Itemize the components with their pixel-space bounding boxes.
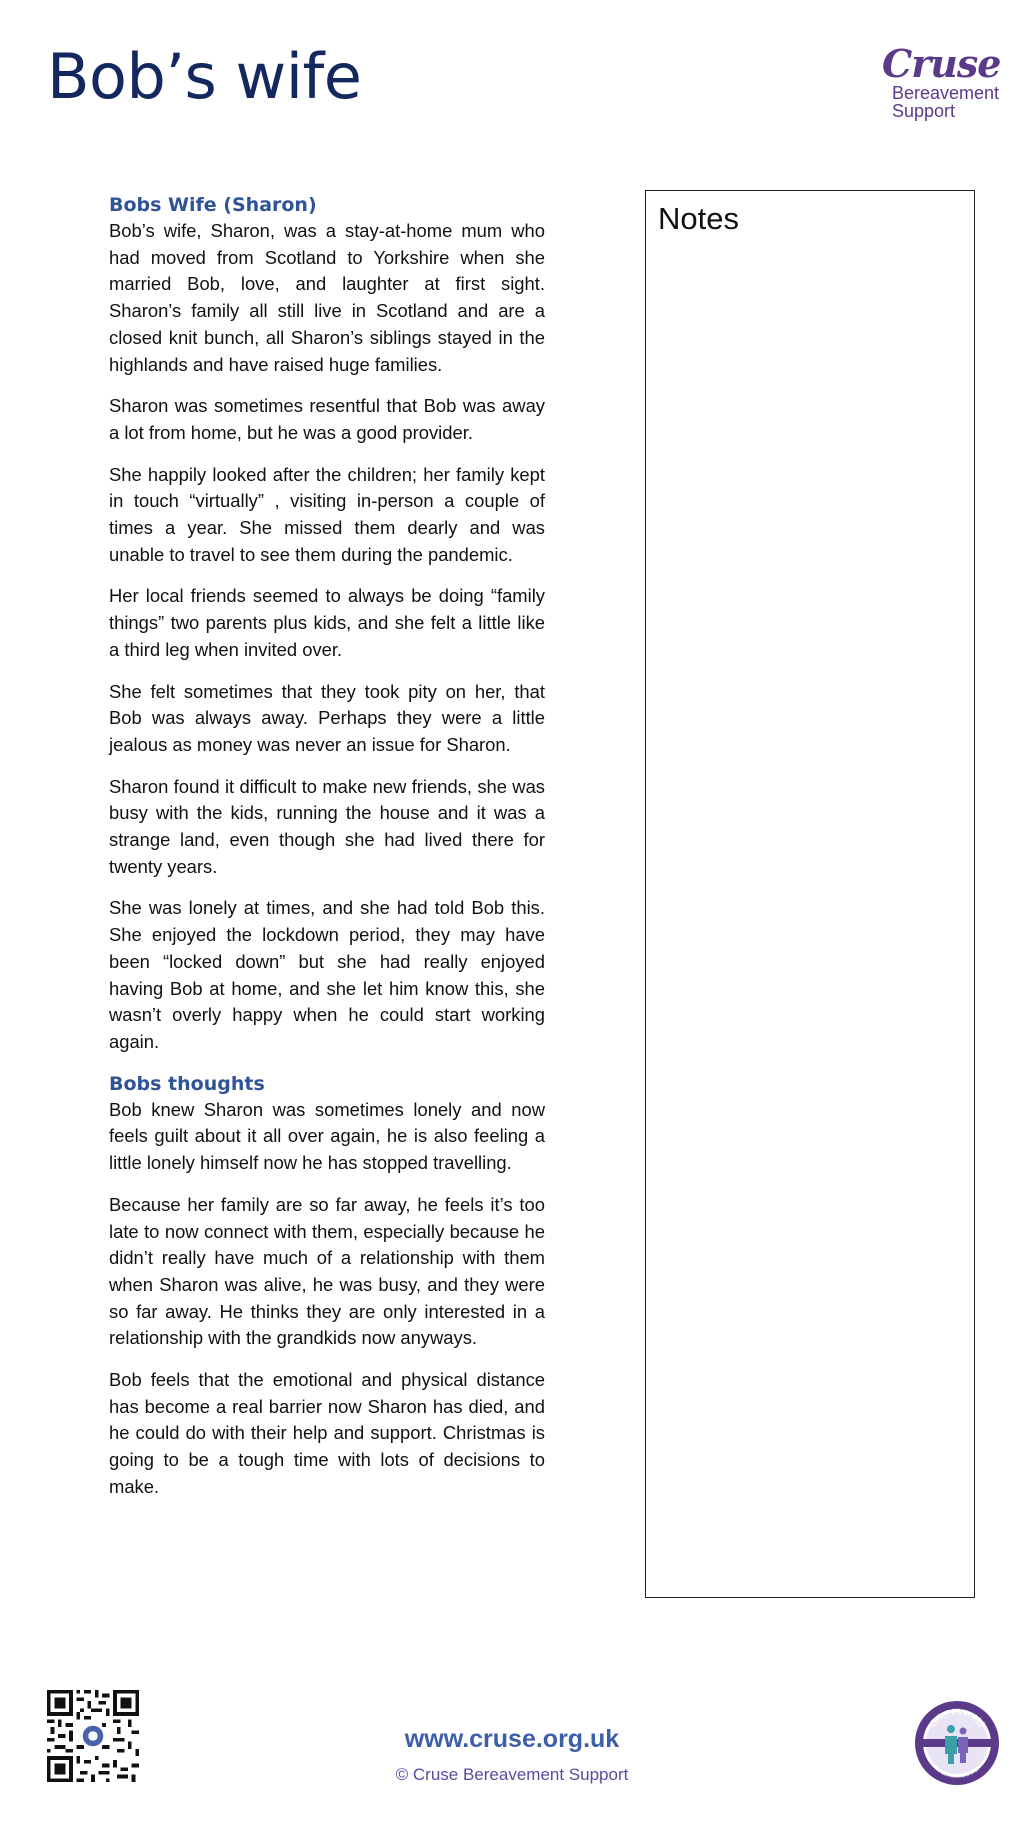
cruse-logo	[880, 41, 1001, 128]
section-body-bobs-thoughts	[109, 1097, 545, 1501]
footer-website-link[interactable]: www.cruse.org.uk	[404, 1725, 620, 1753]
section-heading-sharon: Bobs Wife (Sharon)	[109, 194, 317, 216]
paragraph: Because her family are so far away, he feels it’s too late to now connect with them, especially because he didn’t really have much of a relationship with them when Sharon was alive, he was busy, and they were so far away. He thinks they are only interested in a relationship with the grandkids now anyways.	[109, 1193, 545, 1349]
section-heading-bobs-thoughts: Bobs thoughts	[109, 1072, 265, 1095]
paragraph: She happily looked after the children; her family kept in touch “virtually” , visiting in-person a couple of times a year. She missed them dearly and was unable to travel to see them during the pandemic.	[109, 463, 545, 565]
badge-subtitle: Cruse Bereavement Support	[928, 1760, 986, 1781]
footer-copyright: © Cruse Bereavement Support	[395, 1765, 629, 1784]
paragraph: Bob knew Sharon was sometimes lonely and now feels guilt about it all over again, he is also feeling a little lonely himself now he has stopped travelling.	[109, 1098, 545, 1174]
paragraph: Her local friends seemed to always be doing “family things” two parents plus kids, and she felt a little like a third leg when invited over.	[109, 585, 545, 660]
logo-tagline-2: Support	[892, 101, 956, 121]
paragraph: Sharon was sometimes resentful that Bob was away a lot from home, but he was a good provider.	[109, 395, 545, 443]
paragraph: Bob feels that the emotional and physical distance has become a real barrier now Sharon has died, and he could do with their help and support. Christmas is going to be a tough time with lots of decisions to make.	[109, 1369, 545, 1497]
logo-tagline-1: Bereavement	[892, 83, 1000, 103]
section-body-sharon	[109, 218, 545, 1056]
paragraph: Bob’s wife, Sharon, was a stay-at-home mum who had moved from Scotland to Yorkshire when she married Bob, love, and laughter at first sight. Sharon’s family all still live in Scotland and are a closed knit bunch, all Sharon’s siblings stayed in the highlands and have raised huge families.	[109, 220, 545, 375]
logo-brand: Cruse	[882, 41, 1001, 86]
notes-title: Notes	[658, 201, 739, 236]
main-content	[109, 192, 545, 1516]
paragraph: She felt sometimes that they took pity on her, that Bob was always away. Perhaps they were a little jealous as money was never an issue for Sharon.	[109, 680, 545, 755]
badge-title: Grief First Aid	[927, 1706, 987, 1729]
grief-first-aid-badge-icon	[914, 1700, 1000, 1786]
paragraph: She was lonely at times, and she had told Bob this. She enjoyed the lockdown period, they may have been “locked down” but she had really enjoyed having Bob at home, and she let him know this, she wasn’t overly happy when he could start working again.	[109, 897, 545, 1052]
notes-box[interactable]	[645, 190, 975, 1598]
page-title: Bob’s wife	[47, 40, 362, 113]
paragraph: Sharon found it difficult to make new friends, she was busy with the kids, running the house and it was a strange land, even though she had lived there for twenty years.	[109, 775, 545, 877]
